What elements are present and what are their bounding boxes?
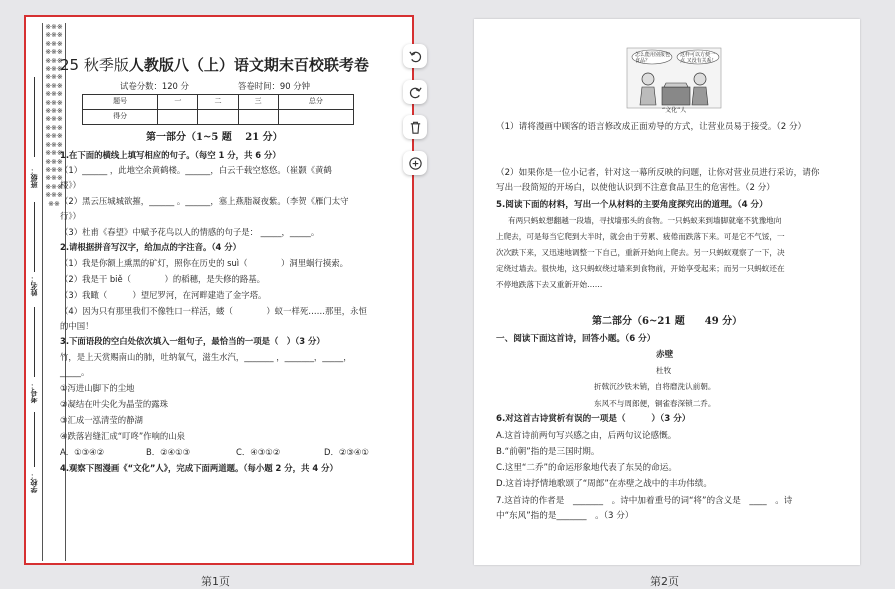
passage-line-1: 有两只蚂蚁想翻越一段墙，寻找墙那头的食物。一只蚂蚁来到墙脚就毫不犹豫地向 bbox=[508, 216, 782, 225]
question-1-3: （3）杜甫《春望》中赋予花鸟以人的情感的句子是： _____，_____。 bbox=[60, 227, 320, 237]
question-7a: 7.这首诗的作者是 _______ 。诗中加着重号的词“将”的含义是 ____ 。诗 bbox=[496, 496, 793, 506]
table-cell: 三 bbox=[238, 95, 278, 110]
speech-bubble-2: 这样可以方便一点 又没有关系！ bbox=[680, 52, 717, 64]
question-3-choice-a: A．①③④② bbox=[60, 447, 105, 457]
score-table bbox=[82, 94, 354, 125]
passage-line-4: 定绕过墙去。很快地，这只蚂蚁绕过墙来到食物前，开始享受起来；而另一只蚂蚁还在 bbox=[496, 264, 785, 273]
question-2-2: （2）我是干 biě（ ）的稻穗，是失修的路基。 bbox=[60, 274, 266, 284]
score-table-row bbox=[83, 110, 354, 125]
page-1-thumbnail[interactable] bbox=[24, 15, 414, 565]
question-6-b: B.“前朝”指的是三国时期。 bbox=[496, 447, 600, 457]
question-6: 6.对这首古诗赏析有误的一项是（ ）（3 分） bbox=[496, 414, 691, 424]
part-2-heading: 第二部分（6~21 题 49 分） bbox=[592, 316, 743, 327]
question-3-choice-b: B．②④①③ bbox=[146, 447, 191, 457]
passage-line-3: 次次跌下来，又迅速地调整一下自己，重新开始向上爬去。另一只蚂蚁观察了一下，决 bbox=[496, 248, 785, 257]
table-cell: 一 bbox=[158, 95, 198, 110]
poem-title: 赤壁 bbox=[656, 350, 674, 360]
question-6-a: A.这首诗前两句写兴感之由，后两句议论感慨。 bbox=[496, 431, 677, 441]
delete-page-button[interactable] bbox=[403, 115, 427, 139]
cartoon-caption: “文化”人 bbox=[662, 107, 687, 114]
page-2-label: 第2页 bbox=[650, 575, 679, 588]
page-title: 25 秋季版人教版八（上）语文期末百校联考卷 bbox=[60, 56, 369, 74]
question-1-2b: 行》） bbox=[60, 211, 81, 221]
question-3-option-2: ②凝结在叶尖化为晶莹的露珠 bbox=[60, 399, 169, 409]
question-1-1: （1）______ ，此地空余黄鹤楼。______，白云千载空悠悠。（崔颢《黄鹤 bbox=[60, 165, 332, 175]
question-6-c: C.这里“二乔”的命运形象地代表了东吴的命运。 bbox=[496, 463, 677, 473]
class-label: 班级： bbox=[30, 167, 38, 188]
question-4-1: （1）请将漫画中顾客的语言修改成正面劝导的方式，让营业员易于接受。（2 分） bbox=[496, 122, 807, 132]
question-1-1b: 楼》） bbox=[60, 180, 81, 190]
page-2-thumbnail[interactable] bbox=[474, 19, 860, 565]
question-3-option-4: ④跌落岩缝汇成“叮咚”作响的山泉 bbox=[60, 431, 186, 441]
table-cell bbox=[278, 110, 353, 125]
question-3-text2: _____。 bbox=[60, 367, 90, 377]
question-5: 5.阅读下面的材料，写出一个从材料的主要角度探究出的道理。（4 分） bbox=[496, 200, 768, 210]
score-total: 试卷分数：120 分 bbox=[120, 81, 189, 91]
poem-line-1: 折戟沉沙铁未销，自将磨洗认前朝。 bbox=[594, 382, 716, 391]
exam-no-label: 考号： bbox=[30, 382, 38, 403]
question-3-option-1: ①泻进山脚下的尘地 bbox=[60, 383, 135, 393]
question-1-2: （2）黑云压城城欲摧，______ 。______，塞上燕脂凝夜紫。（李贺《雁门太守 bbox=[60, 196, 349, 206]
cartoon-image bbox=[626, 47, 722, 115]
table-cell bbox=[238, 110, 278, 125]
table-cell bbox=[198, 110, 238, 125]
score-table-header bbox=[83, 95, 354, 110]
table-cell: 题号 bbox=[83, 95, 158, 110]
exam-no-line bbox=[34, 307, 35, 377]
exam-time: 答卷时间：90 分钟 bbox=[238, 81, 310, 91]
poem-line-2: 东风不与周郎便，铜雀春深锁二乔。 bbox=[594, 399, 716, 408]
table-cell: 得分 bbox=[83, 110, 158, 125]
question-3-choice-d: D．②③④① bbox=[324, 447, 369, 457]
question-3-choice-c: C．④③①② bbox=[236, 447, 281, 457]
question-7b: 中“东风”指的是_______ 。（3 分） bbox=[496, 511, 634, 521]
question-2: 2.请根据拼音写汉字，给加点的字注音。（4 分） bbox=[60, 242, 242, 252]
add-icon bbox=[408, 156, 423, 171]
binding-stars: ※※※※※※※※※※※※※※※※※※※※※※※※※※※※※※※※※※※※※※※※※※※※※※※※※※※※※※※※※※※※※※※※※ bbox=[45, 23, 63, 208]
question-4: 4.观察下图漫画《“文化”人》，完成下面两道题。（每小题 2 分，共 4 分） bbox=[60, 463, 338, 473]
question-6-d: D.这首诗抒情地歌颂了“周郎”在赤壁之战中的丰功伟绩。 bbox=[496, 479, 712, 489]
rotate-right-icon bbox=[408, 85, 423, 100]
question-2-4: （4）因为只有那里我们不像牲口一样活，蝼（ ）蚁一样死……那里，永恒 bbox=[60, 306, 367, 316]
table-cell bbox=[158, 110, 198, 125]
delete-icon bbox=[408, 120, 423, 135]
question-4-2b: 写出一段简短的开场白，以使他认识到不注意食品卫生的危害性。（2 分） bbox=[496, 183, 775, 193]
school-label: 学校： bbox=[30, 472, 38, 493]
passage-line-2: 上爬去，可是每当它爬到大半时，就会由于劳累、疲倦而跌落下来。可是它不气馁，一 bbox=[496, 232, 785, 241]
question-3-text: 竹，是上天赏赐南山的肺，吐纳氧气，滋生水汽，_______ ，_______，_____， bbox=[60, 352, 352, 362]
rotate-right-button[interactable] bbox=[403, 80, 427, 104]
school-line bbox=[34, 412, 35, 467]
passage-line-5: 不停地跌落下去又重新开始…… bbox=[496, 280, 603, 289]
class-line bbox=[34, 77, 35, 157]
speech-bubble-1: 怎么能用别报包食品？ bbox=[635, 52, 671, 64]
question-1: 1.在下面的横线上填写相应的句子。（每空 1 分，共 6 分） bbox=[60, 150, 281, 160]
part-1-heading: 第一部分（1~5 题 21 分） bbox=[146, 132, 283, 143]
question-2-4b: 的中国！ bbox=[60, 321, 94, 331]
section-1-heading: 一、阅读下面这首诗，回答小题。（6 分） bbox=[496, 334, 656, 344]
name-line bbox=[34, 202, 35, 272]
table-cell: 二 bbox=[198, 95, 238, 110]
add-page-button[interactable] bbox=[403, 151, 427, 175]
name-label: 姓名： bbox=[30, 275, 38, 296]
table-cell: 总分 bbox=[278, 95, 353, 110]
page-1-label: 第1页 bbox=[201, 575, 230, 588]
rotate-left-button[interactable] bbox=[403, 44, 427, 68]
question-2-3: （3）我瞰（ ）望尼罗河，在河畔建造了金字塔。 bbox=[60, 290, 267, 300]
rotate-left-icon bbox=[408, 49, 423, 64]
question-2-1: （1）我是你额上熏黑的矿灯，照你在历史的 suì（ ）洞里蜗行摸索。 bbox=[60, 258, 348, 268]
poem-author: 杜牧 bbox=[656, 366, 672, 375]
question-3-option-3: ③汇成一泓清莹的静湖 bbox=[60, 415, 143, 425]
question-4-2a: （2）如果你是一位小记者，针对这一幕所反映的问题，让你对营业员进行采访，请你 bbox=[496, 168, 820, 178]
question-3: 3.下面语段的空白处依次填入一组句子，最恰当的一项是（ ）（3 分） bbox=[60, 336, 325, 346]
